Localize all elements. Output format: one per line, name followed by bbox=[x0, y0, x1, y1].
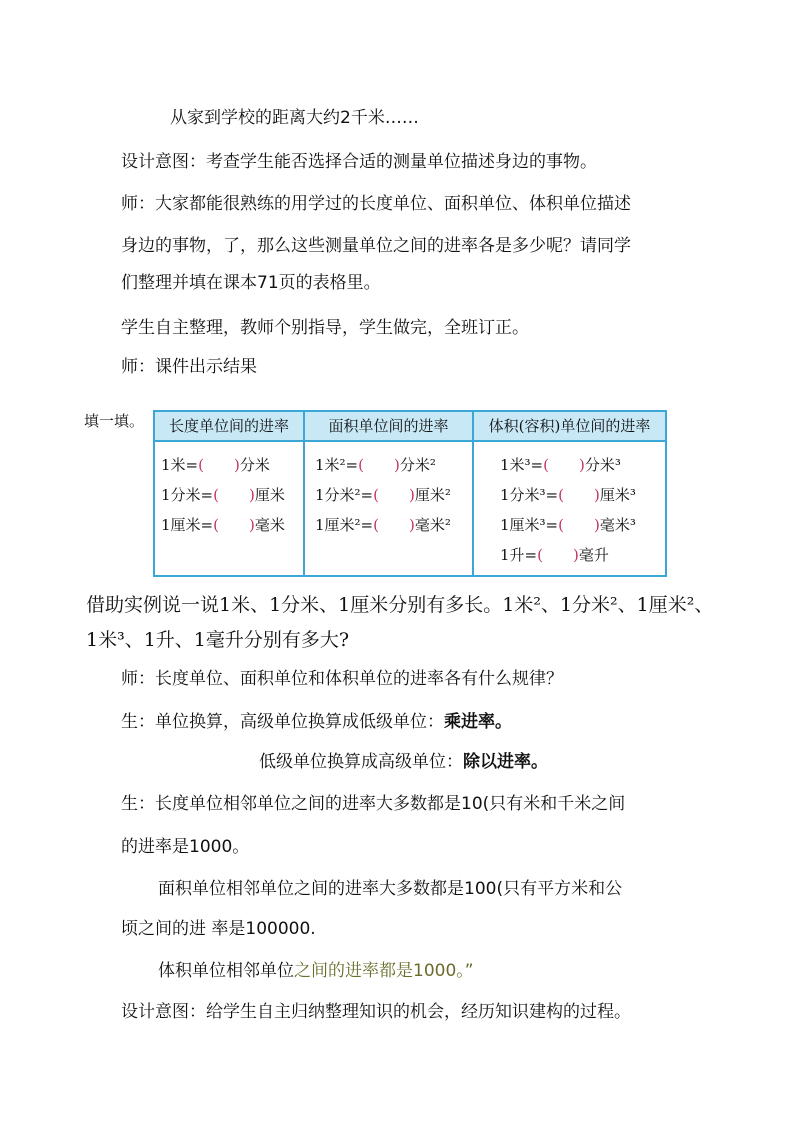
table-cell: 1米³=( )分米³ bbox=[500, 456, 621, 474]
text-line: 的进率是1000。 bbox=[121, 837, 250, 857]
text-line: 顷之间的进 率是100000. bbox=[121, 919, 316, 939]
text-line bbox=[121, 711, 512, 733]
column-divider bbox=[303, 412, 305, 575]
text-line bbox=[158, 960, 474, 982]
text-line: 师：长度单位、面积单位和体积单位的进率各有什么规律？ bbox=[121, 669, 563, 689]
header-volume: 体积(容积)单位间的进率 bbox=[488, 417, 651, 435]
conversion-table bbox=[153, 410, 667, 577]
table-cell: 1升=( )毫升 bbox=[500, 546, 609, 564]
emphasis-text: 乘进率。 bbox=[444, 712, 512, 732]
header-area: 面积单位间的进率 bbox=[328, 417, 449, 435]
table-header bbox=[155, 412, 665, 442]
text-line: 面积单位相邻单位之间的进率大多数都是100(只有平方米和公 bbox=[158, 879, 623, 899]
question-line: 借助实例说一说1米、1分米、1厘米分别有多长。1米²、1分米²、1厘米²、 bbox=[86, 594, 714, 616]
emphasis-text: 除以进率。 bbox=[463, 752, 548, 772]
text-line: 身边的事物，了，那么这些测量单位之间的进率各是多少呢？请同学 bbox=[121, 236, 631, 256]
text-span: 体积单位相邻单位 bbox=[158, 961, 294, 981]
text-span: 生：单位换算，高级单位换算成低级单位： bbox=[121, 712, 444, 732]
text-line: 设计意图：考查学生能否选择合适的测量单位描述身边的事物。 bbox=[121, 152, 597, 172]
text-span: 之间的进率都是1000。” bbox=[294, 961, 474, 981]
table-cell: 1分米³=( )厘米³ bbox=[500, 486, 636, 504]
table-cell: 1分米=( )厘米 bbox=[161, 486, 285, 504]
text-line bbox=[259, 751, 548, 773]
header-length: 长度单位间的进率 bbox=[168, 417, 289, 435]
text-line: 师：大家都能很熟练的用学过的长度单位、面积单位、体积单位描述 bbox=[121, 194, 631, 214]
column-divider bbox=[472, 412, 474, 575]
table-cell: 1厘米=( )毫米 bbox=[161, 516, 285, 534]
table-cell: 1米=( )分米 bbox=[161, 456, 270, 474]
text-line: 生：长度单位相邻单位之间的进率大多数都是10(只有米和千米之间 bbox=[121, 794, 626, 814]
text-line: 师：课件出示结果 bbox=[121, 357, 257, 377]
text-line: 们整理并填在课本71页的表格里。 bbox=[121, 273, 381, 293]
table-cell: 1米²=( )分米² bbox=[315, 456, 436, 474]
question-line: 1米³、1升、1毫升分别有多大? bbox=[86, 629, 350, 651]
table-cell: 1分米²=( )厘米² bbox=[315, 486, 451, 504]
text-line: 设计意图：给学生自主归纳整理知识的机会，经历知识建构的过程。 bbox=[121, 1002, 631, 1022]
text-span: 低级单位换算成高级单位： bbox=[259, 752, 463, 772]
text-line: 从家到学校的距离大约2千米…… bbox=[170, 108, 419, 128]
text-line: 学生自主整理，教师个别指导，学生做完，全班订正。 bbox=[121, 318, 529, 338]
table-cell: 1厘米²=( )毫米² bbox=[315, 516, 451, 534]
fill-in-label: 填一填。 bbox=[84, 412, 145, 430]
table-cell: 1厘米³=( )毫米³ bbox=[500, 516, 636, 534]
